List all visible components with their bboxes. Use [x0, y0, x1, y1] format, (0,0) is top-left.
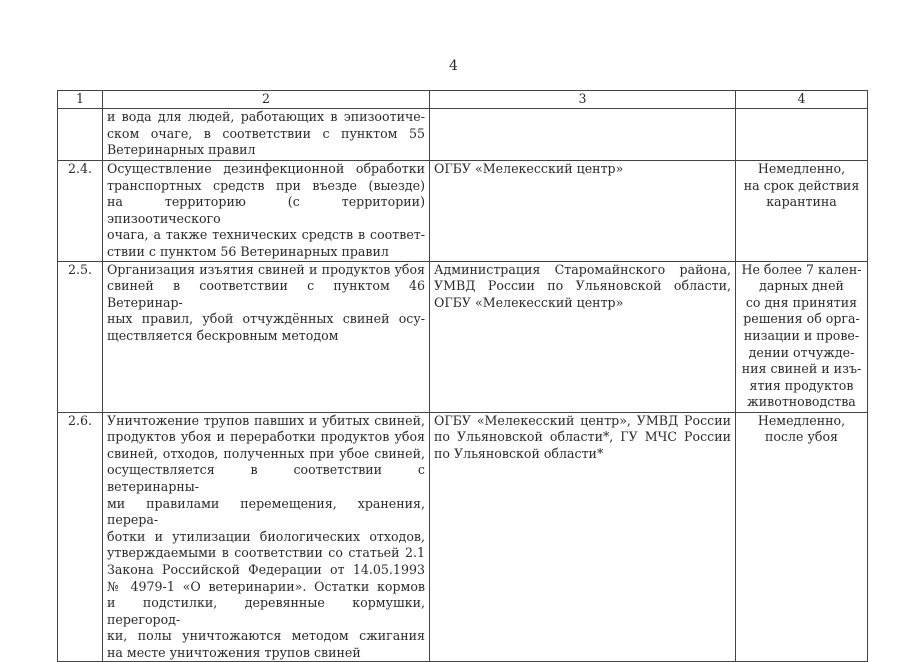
- deadline-cell-line: решения об орга-: [743, 311, 860, 327]
- row-number: 2.4.: [58, 161, 103, 262]
- measures-table: [57, 90, 868, 662]
- deadline-cell-line: животноводства: [747, 394, 856, 410]
- deadline-cell-line: ния свиней и изъ-: [741, 361, 862, 377]
- responsible-cell-line: ОГБУ «Мелекесский центр», УМВД России: [434, 412, 731, 428]
- action-cell-line: очага, а также технических средств в соответ-: [107, 227, 425, 243]
- table-row: [58, 261, 868, 412]
- deadline-cell-line: со дня принятия: [745, 294, 858, 310]
- deadline-cell-line: ятия продуктов: [749, 377, 854, 393]
- row-number: 2.5.: [58, 261, 103, 412]
- action-cell-line: ществляется бескровным методом: [107, 327, 339, 343]
- action-cell-line: продуктов убоя и переработки продуктов убоя: [107, 429, 425, 445]
- responsible-cell: [430, 261, 736, 412]
- row-number: 2.6.: [58, 412, 103, 662]
- responsible-cell-line: ОГБУ «Мелекесский центр»: [434, 161, 624, 176]
- responsible-cell-line: по Ульяновской области*, ГУ МЧС России: [434, 429, 731, 445]
- action-cell: [103, 412, 430, 662]
- action-cell-line: Осуществление дезинфекционной обработки: [107, 161, 425, 176]
- deadline-cell: [736, 412, 868, 662]
- action-cell-line: ми правилами перемещения, хранения, перера-: [107, 495, 425, 528]
- action-cell: [103, 109, 430, 161]
- deadline-cell-line: на срок действия: [743, 177, 860, 193]
- action-cell-line: Организация изъятия свиней и продуктов убоя: [107, 261, 425, 277]
- table-row: [58, 109, 868, 161]
- responsible-cell: [430, 161, 736, 262]
- deadline-cell: [736, 161, 868, 262]
- action-cell-line: ки, полы уничтожаются методом сжигания: [107, 628, 425, 644]
- deadline-cell-line: Не более 7 кален-: [741, 261, 862, 277]
- action-cell-line: ботки и утилизации биологических отходов,: [107, 528, 425, 544]
- action-cell-line: свиней, отходов, полученных при убое свиней,: [107, 445, 425, 461]
- action-cell-line: Закона Российской Федерации от 14.05.1993: [107, 561, 425, 577]
- action-cell-line: на территорию (с территории) эпизоотического: [107, 194, 425, 226]
- action-cell-line: транспортных средств при въезде (выезде): [107, 177, 425, 193]
- table-row: [58, 161, 868, 262]
- header-col-4: 4: [736, 91, 868, 109]
- table-row: [58, 412, 868, 662]
- deadline-cell: [736, 261, 868, 412]
- action-cell-line: ных правил, убой отчуждённых свиней осу-: [107, 311, 425, 327]
- deadline-cell: [736, 109, 868, 161]
- header-col-1: 1: [58, 91, 103, 109]
- action-cell-line: ском очаге, в соответствии с пунктом 55: [107, 125, 425, 141]
- header-col-3: 3: [430, 91, 736, 109]
- action-cell-line: свиней в соответствии с пунктом 46 Ветеринар-: [107, 278, 425, 310]
- deadline-cell-line: низации и прове-: [743, 327, 860, 343]
- row-number: [58, 109, 103, 161]
- responsible-cell-line: УМВД России по Ульяновской области,: [434, 278, 731, 294]
- deadline-cell-line: после убоя: [764, 429, 838, 445]
- responsible-cell-line: по Ульяновской области*: [434, 445, 604, 461]
- action-cell-line: и подстилки, деревянные кормушки, перегород-: [107, 595, 425, 627]
- deadline-cell-line: дарных дней: [759, 278, 844, 294]
- responsible-cell-line: ОГБУ «Мелекесский центр»: [434, 294, 624, 310]
- action-cell: [103, 161, 430, 262]
- action-cell-line: и вода для людей, работающих в эпизоотиче-: [107, 109, 425, 124]
- action-cell-line: утверждаемыми в соответствии со статьей 2.1: [107, 545, 425, 561]
- responsible-cell-line: Администрация Старомайнского района,: [434, 261, 731, 277]
- deadline-cell-line: Немедленно,: [757, 161, 846, 176]
- action-cell-line: осуществляется в соответствии с ветеринарны-: [107, 462, 425, 494]
- table-header-row: [58, 91, 868, 109]
- deadline-cell-line: Немедленно,: [757, 412, 846, 428]
- deadline-cell-line: дении отчужде-: [748, 344, 855, 360]
- action-cell: [103, 261, 430, 412]
- page-number: 4: [449, 58, 458, 74]
- header-col-2: 2: [103, 91, 430, 109]
- action-cell-line: ствии с пунктом 56 Ветеринарных правил: [107, 243, 389, 259]
- action-cell-line: Уничтожение трупов павших и убитых свиней,: [107, 412, 425, 428]
- deadline-cell-line: карантина: [766, 194, 837, 210]
- responsible-cell: [430, 412, 736, 662]
- responsible-cell: [430, 109, 736, 161]
- action-cell-line: № 4979-1 «О ветеринарии». Остатки кормов: [107, 578, 425, 594]
- action-cell-line: Ветеринарных правил: [107, 142, 256, 158]
- action-cell-line: на месте уничтожения трупов свиней: [107, 644, 361, 660]
